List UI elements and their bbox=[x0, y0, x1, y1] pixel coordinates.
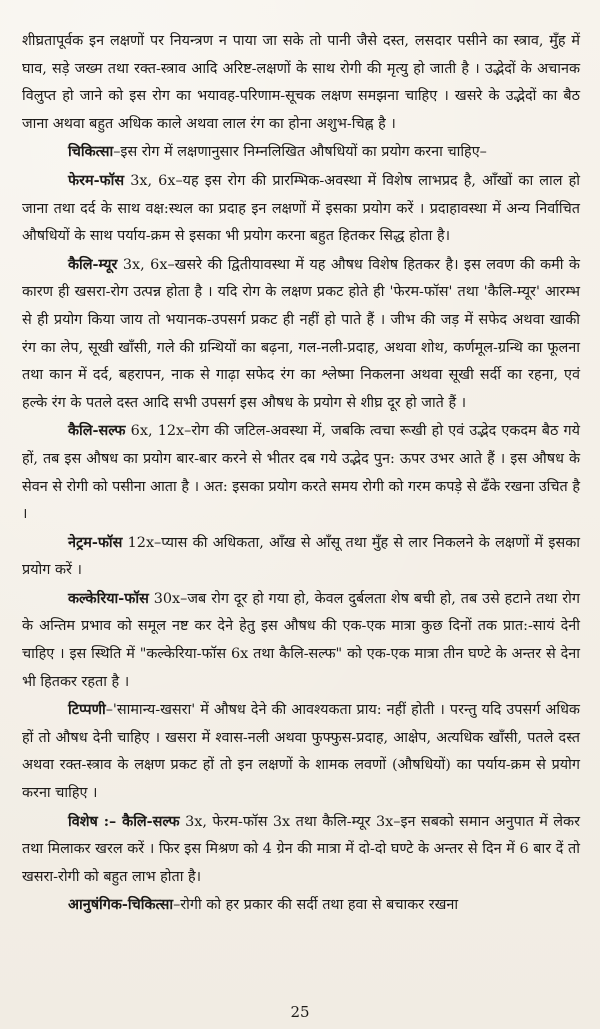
paragraph-calcarea-phos bbox=[22, 585, 580, 696]
paragraph-prognosis bbox=[22, 28, 580, 138]
page-body-text bbox=[22, 28, 580, 920]
paragraph-text: 3x, 6x–यह इस रोग की प्रारम्भिक-अवस्था में विशेष लाभप्रद है, आँखों का लाल हो जाना तथा दर्द के साथ वक्ष:स्थल का प्रदाह इन लक्षणों में इसका प्रयोग करें । प्रदाहावस्था में अन्य निर्वाचित औषधियों के साथ पर्याय-क्रम से इसका भी प्रयोग करना बहुत हितकर सिद्ध होता है। bbox=[22, 172, 580, 245]
heading-note: टिप्पणी bbox=[68, 701, 106, 719]
paragraph-kali-sulph bbox=[22, 417, 580, 528]
remedy-name-calcarea-phos: कल्केरिया-फॉस bbox=[68, 589, 149, 607]
remedy-name-ferrum-phos: फेरम-फॉस bbox=[68, 171, 125, 189]
paragraph-text: 30x–जब रोग दूर हो गया हो, केवल दुर्बलता शेष बची हो, तब उसे हटाने तथा रोग के अन्तिम प्रभाव को समूल नष्ट कर देने हेतु इस औषध की एक-एक मात्रा कुछ दिनों तक प्रात:-सायं देनी चाहिए । इस स्थिति में "कल्केरिया-फॉस 6x तथा कैलि-सल्फ" को एक-एक मात्रा तीन घण्टे के अन्तर से देना भी हितकर रहता है । bbox=[22, 590, 580, 690]
paragraph-treatment-intro bbox=[22, 138, 580, 167]
paragraph-kali-mur bbox=[22, 251, 580, 418]
paragraph-text: 12x–प्यास की अधिकता, आँख से आँसू तथा मुँह से लार निकलने के लक्षणों में इसका प्रयोग करें । bbox=[22, 534, 580, 579]
paragraph-text: 3x, फेरम-फॉस 3x तथा कैलि-म्यूर 3x–इन सबको समान अनुपात में लेकर तथा मिलाकर खरल करें । फिर इस मिश्रण को 4 ग्रेन की मात्रा में दो-दो घण्टे के अन्तर से दिन में 6 बार दें तो खसरा-रोगी को बहुत लाभ होता है। bbox=[22, 813, 580, 885]
paragraph-special bbox=[22, 808, 580, 892]
paragraph-text: 3x, 6x–खसरे की द्वितीयावस्था में यह औषध विशेष हितकर है। इस लवण की कमी के कारण ही खसरा-रोग उत्पन्न होता है । यदि रोग के लक्षण प्रकट होते ही 'फेरम-फॉस' तथा 'कैलि-म्यूर' आरम्भ से ही प्रयोग किया जाय तो भयानक-उपसर्ग प्रकट ही नहीं हो पाते हैं । जीभ की जड़ में सफेद अथवा खाकी रंग का लेप, सूखी खाँसी, गले की ग्रन्थियों का बढ़ना, गल-नली-प्रदाह, अथवा शोथ, कर्णमूल-ग्रन्थि का फूलना तथा कान में दर्द, बहरापन, नाक से गाढ़ा सफेद रंग का श्लेष्मा निकलना अथवा सूखी सर्दी का रहना, एवं हल्के रंग के पतले दस्त आदि सभी उपसर्ग इस औषध के प्रयोग से शीघ्र दूर हो जाते हैं । bbox=[22, 256, 580, 411]
heading-treatment: चिकित्सा bbox=[68, 143, 114, 161]
remedy-name-kali-mur: कैलि-म्यूर bbox=[68, 255, 118, 273]
paragraph-text: शीघ्रतापूर्वक इन लक्षणों पर नियन्त्रण न पाया जा सके तो पानी जैसे दस्त, लसदार पसीने का स्त्राव, मुँह में घाव, सड़े जख्म तथा रक्त-स्त्राव आदि अरिष्ट-लक्षणों के साथ रोगी की मृत्यु हो जाती है । उद्भेदों के अचानक विलुप्त हो जाने को इस रोग का भयावह-परिणाम-सूचक लक्षण समझना चाहिए । खसरे के उद्भेदों का बैठ जाना अथवा बहुत अधिक काले अथवा लाल रंग का होना अशुभ-चिह्न है । bbox=[22, 33, 580, 132]
paragraph-auxiliary-treatment bbox=[22, 891, 580, 920]
paragraph-ferrum-phos bbox=[22, 167, 580, 251]
paragraph-note bbox=[22, 696, 580, 807]
remedy-name-natrum-phos: नेट्रम-फॉस bbox=[68, 533, 123, 551]
paragraph-natrum-phos bbox=[22, 529, 580, 585]
paragraph-text: –'सामान्य-खसरा' में औषध देने की आवश्यकता प्राय: नहीं होती । परन्तु यदि उपसर्ग अधिक हों तो औषध देनी चाहिए । खसरा में श्वास-नली अथवा फुफ्फुस-प्रदाह, आक्षेप, अत्यधिक खाँसी, पतले दस्त अथवा रक्त-स्त्राव के लक्षण प्रकट हों तो इन लक्षणों के शामक लवणों (औषधियों) का पर्याय-क्रम से प्रयोग करना चाहिए । bbox=[22, 702, 580, 802]
paragraph-text: –इस रोग में लक्षणानुसार निम्नलिखित औषधियों का प्रयोग करना चाहिए– bbox=[113, 144, 487, 161]
paragraph-text: –रोगी को हर प्रकार की सर्दी तथा हवा से बचाकर रखना bbox=[173, 897, 459, 914]
heading-special: विशेष :– कैलि-सल्फ bbox=[68, 812, 180, 830]
heading-auxiliary-treatment: आनुषंगिक-चिकित्सा bbox=[68, 896, 174, 914]
paragraph-text: 6x, 12x–रोग की जटिल-अवस्था में, जबकि त्वचा रूखी हो एवं उद्भेद एकदम बैठ गये हों, तब इस औषध का प्रयोग बार-बार करने से भीतर दब गये उद्भेद पुन: ऊपर उभर आते हैं । इस औषध के सेवन से रोगी को पसीना आता है । अत: इसका प्रयोग करते समय रोगी को गरम कपड़े से ढँके रखना उचित है । bbox=[22, 423, 580, 523]
remedy-name-kali-sulph: कैलि-सल्फ bbox=[68, 422, 126, 440]
page-number: 25 bbox=[290, 1003, 310, 1021]
